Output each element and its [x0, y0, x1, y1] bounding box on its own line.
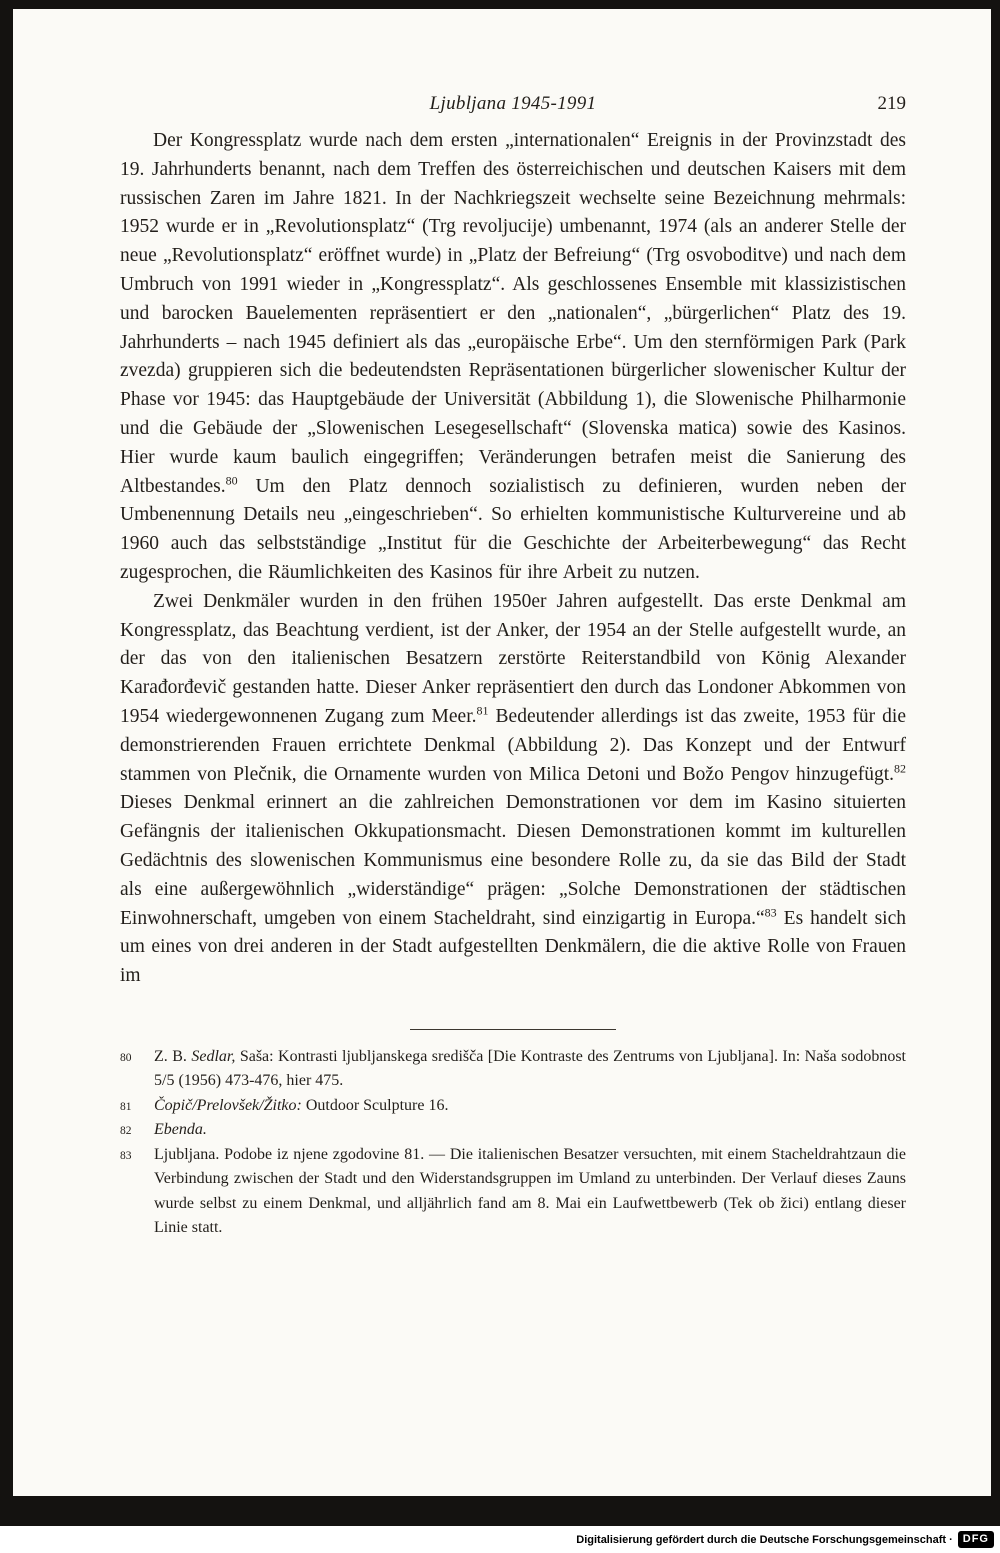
footnote: [120, 1045, 906, 1094]
text-run: Z. B.: [154, 1047, 192, 1065]
text-run: Saša: Kontrasti ljubljanskega središča [Die Kontraste des Zentrums von Ljubljana]. In: Naša sodobnost 5/5 (1956) 473-476, hier 475.: [154, 1047, 906, 1090]
footnote-reference: 80: [225, 473, 238, 488]
text-run: Zwei Denkmäler wurden in den frühen 1950er Jahren aufgestellt. Das erste Denkmal am Kongressplatz, das Beachtung verdient, ist der Anker, der 1954 an der Stelle aufgestellt wurde, an der das von den italienischen Besatzern zerstörte Reiterstandbild von König Alexander Karađorđevič gestanden hatte. Dieser Anker repräsentiert den durch das Londoner Abkommen von 1954 wiedergewonnenen Zugang zum Meer.: [120, 590, 906, 727]
text-run: Dieses Denkmal erinnert an die zahlreichen Demonstrationen vor dem im Kasino situierten Gefängnis der italienischen Okkupationsmacht. Diesen Demonstrationen kommt im kulturellen Gedächtnis des slowenischen Kommunismus eine besondere Rolle zu, da sie das Bild der Stadt als eine außergewöhnlich „widerständige“ prägen: „Solche Demonstrationen der städtischen Einwohnerschaft, umgeben von einem Stacheldraht, sind einzigartig in Europa.“: [120, 792, 906, 929]
running-head: [120, 9, 906, 117]
footnotes: [120, 1045, 906, 1241]
digitization-credit-text: Digitalisierung gefördert durch die Deutsche Forschungsgemeinschaft ·: [576, 1533, 953, 1546]
text-run: Ebenda.: [154, 1121, 207, 1139]
text-run: Es handelt sich um eines von drei anderen in der Stadt aufgestellten Denkmälern, die die aktive Rolle von Frauen im: [120, 907, 906, 987]
text-run: Der Kongressplatz wurde nach dem ersten „internationalen“ Ereignis in der Provinzstadt des 19. Jahrhunderts benannt, nach dem Treffen des österreichischen und deutschen Kaisers mit dem russischen Zaren im Jahre 1821. In der Nachkriegszeit wechselte seine Bezeichnung mehrmals: 1952 wurde er in „Revolutionsplatz“ (Trg revoljucije) umbenannt, 1974 (als an anderer Stelle der neue „Revolutionsplatz“ eröffnet wurde) in „Platz der Befreiung“ (Trg osvoboditve) und nach dem Umbruch von 1991 wieder in „Kongressplatz“. Als geschlossenes Ensemble mit klassizistischen und barocken Bauelementen repräsentiert er den „nationalen“, „bürgerlichen“ Platz des 19. Jahrhunderts – nach 1945 definiert als das „europäische Erbe“. Um den sternförmigen Park (Park zvezda) gruppieren sich die bedeutendsten Repräsentationen bürgerlicher slowenischer Kultur der Phase vor 1945: das Hauptgebäude der Universität (Abbildung 1), die Slowenische Philharmonie und die Gebäude der „Slowenischen Lesegesellschaft“ (Slovenska matica) sowie des Kasinos. Hier wurde kaum baulich eingegriffen; Veränderungen betrafen meist die Sanierung des Altbestandes.: [120, 130, 906, 497]
page-number: 219: [877, 93, 906, 114]
page-title: Ljubljana 1945-1991: [429, 93, 597, 114]
text-run: Um den Platz dennoch sozialistisch zu definieren, wurden neben der Umbenennung Details neu „eingeschrieben“. So erhielten kommunistische Kulturvereine und ab 1960 auch das selbstständige „Institut für die Geschichte der Arbeiterbewegung“ das Recht zugesprochen, die Räumlichkeiten des Kasinos für ihre Arbeit zu nutzen.: [120, 475, 906, 583]
footnote-number: 80: [120, 1051, 132, 1064]
footnote: [120, 1118, 906, 1143]
text-run: Bedeutender allerdings ist das zweite, 1953 für die demonstrierenden Frauen errichtete Denkmal (Abbildung 2). Das Konzept und der Entwurf stammen von Plečnik, die Ornamente wurden von Milica Detoni und Božo Pengov hinzugefügt.: [120, 705, 906, 785]
dfg-logo: DFG: [958, 1531, 994, 1548]
footnote-text: [154, 1121, 207, 1138]
text-run: Outdoor Sculpture 16.: [301, 1096, 449, 1114]
text-run: Sedlar,: [191, 1047, 236, 1065]
text-run: Čopič/Prelovšek/Žitko:: [154, 1096, 302, 1114]
footnote-reference: 81: [476, 703, 489, 718]
footnote-separator: [410, 1029, 616, 1030]
footnote-reference: 83: [764, 905, 777, 920]
body-text: [120, 127, 906, 991]
footnote: [120, 1143, 906, 1241]
digitization-credit-bar: [0, 1526, 1000, 1553]
page: [13, 9, 991, 1496]
text-run: Ljubljana. Podobe iz njene zgodovine 81. — Die italienischen Besatzer versuchten, mit einem Stacheldrahtzaun die Verbindung zwischen der Stadt und den Widerstandsgruppen im Umland zu unterbinden. Der Verlauf dieses Zauns wurde selbst zu einem Denkmal, und alljährlich fand am 8. Mai ein Laufwettbewerb (Tek ob žici) entlang dieser Linie statt.: [154, 1145, 906, 1237]
footnote-number: 82: [120, 1125, 132, 1138]
text-column: [120, 9, 906, 1241]
paragraph: [120, 127, 906, 588]
footnote-text: [154, 1048, 906, 1090]
footnote: [120, 1094, 906, 1119]
footnote-text: [154, 1146, 906, 1237]
footnote-reference: 82: [894, 761, 906, 776]
footnote-text: [154, 1097, 448, 1114]
footnote-number: 81: [120, 1100, 132, 1113]
footnote-number: 83: [120, 1149, 132, 1162]
paragraph: [120, 588, 906, 991]
